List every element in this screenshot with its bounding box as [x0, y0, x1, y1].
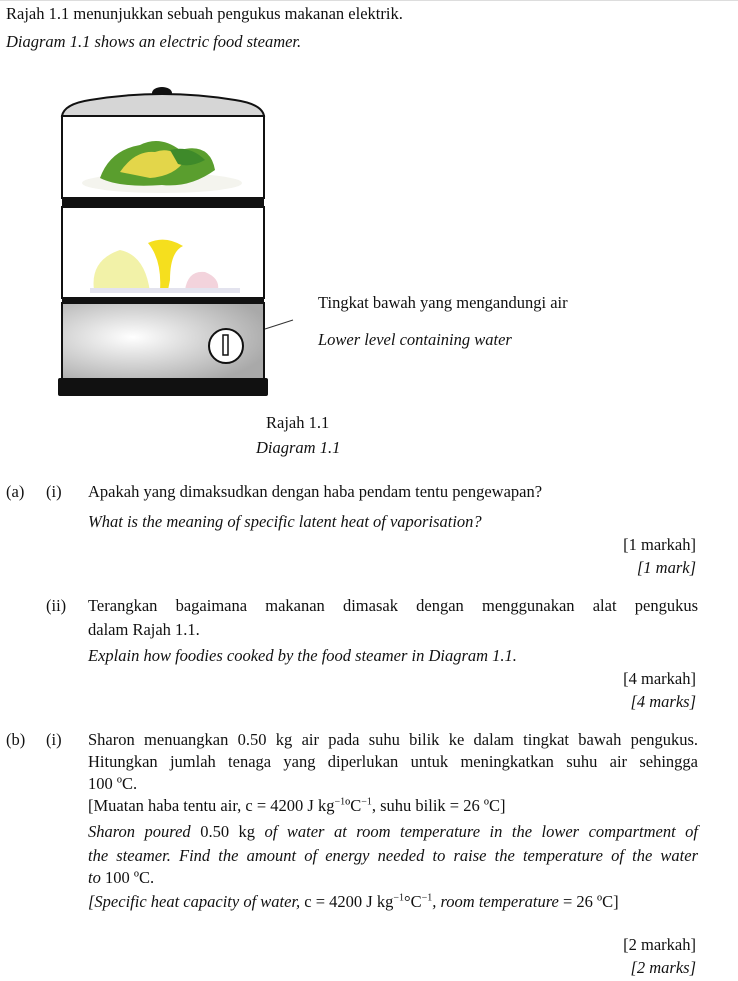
- part-b-i-marks-en: [2 marks]: [630, 958, 696, 977]
- part-b-i-marks-ms: [2 markah]: [623, 935, 696, 954]
- part-b-i-ms-line1: Sharon menuangkan 0.50 kg air pada suhu bilik ke dalam tingkat bawah pengukus.: [88, 730, 698, 749]
- text: 0.50 kg: [200, 822, 256, 841]
- leader-line: [265, 320, 293, 329]
- text: °C: [403, 892, 422, 911]
- text: ºC: [345, 796, 362, 815]
- text: , suhu bilik = 26 ºC]: [371, 796, 506, 815]
- text: , room temperature: [432, 892, 563, 911]
- intro-en: Diagram 1.1 shows an electric food steamer.: [6, 32, 302, 51]
- part-a-i-marks-ms: [1 markah]: [623, 535, 696, 554]
- label-lower-level-en: Lower level containing water: [318, 330, 512, 349]
- text: [Specific heat capacity of water,: [88, 892, 305, 911]
- part-a-i-num: (i): [46, 482, 62, 501]
- text: c = 4200 J kg: [304, 892, 394, 911]
- food-steamer-diagram: [50, 80, 320, 405]
- dial-knob-icon: [209, 329, 243, 363]
- text: [Muatan haba tentu air, c = 4200 J kg: [88, 796, 335, 815]
- superscript: −1: [361, 796, 372, 808]
- caption-en: Diagram 1.1: [256, 438, 341, 457]
- part-b-i-en-line1: [88, 822, 698, 842]
- part-b-i-ms-data: [88, 796, 505, 816]
- part-a-i-question-ms: Apakah yang dimaksudkan dengan haba pendam tentu pengewapan?: [88, 482, 543, 501]
- page-top-border: [0, 0, 738, 1]
- text: to: [88, 868, 105, 887]
- part-b-i-en-line2: the steamer. Find the amount of energy needed to raise the temperature of the water: [88, 846, 698, 865]
- part-a-ii-question-ms-line1: Terangkan bagaimana makanan dimasak dengan menggunakan alat pengukus: [88, 596, 698, 615]
- part-a-ii-marks-ms: [4 markah]: [623, 669, 696, 688]
- part-b-i-num: (i): [46, 730, 62, 749]
- part-b-i-ms-line2: Hitungkan jumlah tenaga yang diperlukan untuk meningkatkan suhu air sehingga: [88, 752, 698, 771]
- part-b-i-en-line3: [88, 868, 154, 888]
- text: Sharon poured: [88, 822, 201, 841]
- tier-divider: [62, 198, 264, 207]
- part-a-i-question-en: What is the meaning of specific latent heat of vaporisation?: [88, 512, 482, 531]
- part-a-ii-num: (ii): [46, 596, 67, 615]
- part-a-ii-question-ms-line2: dalam Rajah 1.1.: [88, 620, 200, 639]
- steamer-lid: [62, 87, 264, 116]
- text: 100 ºC.: [104, 868, 155, 887]
- superscript: −1: [334, 796, 346, 808]
- part-b-label: (b): [6, 730, 26, 749]
- caption-ms: Rajah 1.1: [266, 413, 330, 432]
- intro-ms: Rajah 1.1 menunjukkan sebuah pengukus makanan elektrik.: [6, 4, 403, 23]
- text: = 26 ºC]: [563, 892, 619, 911]
- part-a-i-marks-en: [1 mark]: [636, 558, 696, 577]
- label-lower-level-ms: Tingkat bawah yang mengandungi air: [318, 293, 568, 312]
- text: of water at room temperature in the lower compartment of: [255, 822, 698, 841]
- superscript: −1: [393, 892, 404, 904]
- part-a-label: (a): [6, 482, 25, 501]
- part-b-i-en-data: [88, 892, 619, 912]
- steamer-foot: [58, 378, 268, 396]
- part-a-ii-marks-en: [4 marks]: [630, 692, 696, 711]
- part-b-i-ms-line3: 100 ºC.: [88, 774, 138, 793]
- superscript: −1: [421, 892, 433, 904]
- part-a-ii-question-en: Explain how foodies cooked by the food steamer in Diagram 1.1.: [88, 646, 517, 665]
